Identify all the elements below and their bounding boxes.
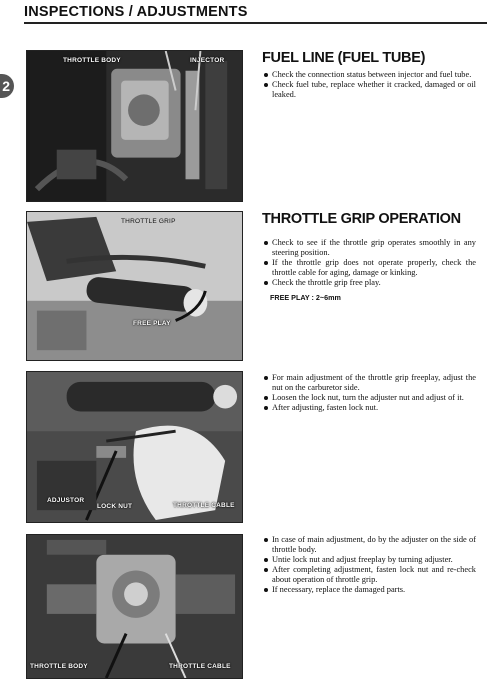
label-free-play: FREE PLAY [133,320,171,327]
photo-fuel-line [26,50,243,202]
throttle-body-photo-illustration [27,535,242,678]
bullet-list-fuel-line [264,70,476,100]
list-item: Check to see if the throttle grip operates smoothly in any steering position. [264,238,476,258]
label-throttle-cable: THROTTLE CABLE [173,502,235,509]
label-throttle-body: THROTTLE BODY [63,57,121,64]
list-item: After completing adjustment, fasten lock nut and re-check about operation of throttle grip. [264,565,476,585]
list-item: In case of main adjustment, do by the adjuster on the side of throttle body. [264,535,476,555]
list-item: Check the throttle grip free play. [264,278,476,288]
bullet-list-throttle-body [264,535,476,595]
section-title-fuel-line: FUEL LINE (FUEL TUBE) [262,50,426,66]
photo-throttle-grip [26,211,243,361]
engine-photo-illustration [27,51,242,201]
list-item: If necessary, replace the damaged parts. [264,585,476,595]
chapter-tab: 2 [0,74,14,98]
label-lock-nut: LOCK NUT [97,503,133,510]
page-title: INSPECTIONS / ADJUSTMENTS [24,4,248,20]
label-adjustor: ADJUSTOR [47,497,85,504]
label-injector: INJECTOR [190,57,225,64]
header-divider [24,22,487,24]
bullet-list-adjustment [264,373,476,413]
list-item: Loosen the lock nut, turn the adjuster nut and adjust of it. [264,393,476,403]
list-item: After adjusting, fasten lock nut. [264,403,476,413]
label-throttle-cable-2: THROTTLE CABLE [169,663,231,670]
list-item: For main adjustment of the throttle grip freeplay, adjust the nut on the carburetor side. [264,373,476,393]
label-throttle-body-2: THROTTLE BODY [30,663,88,670]
list-item: Check fuel tube, replace whether it cracked, damaged or oil leaked. [264,80,476,100]
throttle-grip-photo-illustration [27,212,242,360]
list-item: Untie lock nut and adjust freeplay by turning adjuster. [264,555,476,565]
photo-throttle-body [26,534,243,679]
photo-throttle-adjustment [26,371,243,523]
list-item: If the throttle grip does not operate properly, check the throttle cable for aging, damage or kinking. [264,258,476,278]
section-title-throttle-grip: THROTTLE GRIP OPERATION [262,211,461,227]
free-play-spec: FREE PLAY : 2~6mm [270,293,341,302]
bullet-list-throttle-grip [264,238,476,288]
label-throttle-grip: THROTTLE GRIP [121,218,176,225]
list-item: Check the connection status between injector and fuel tube. [264,70,476,80]
